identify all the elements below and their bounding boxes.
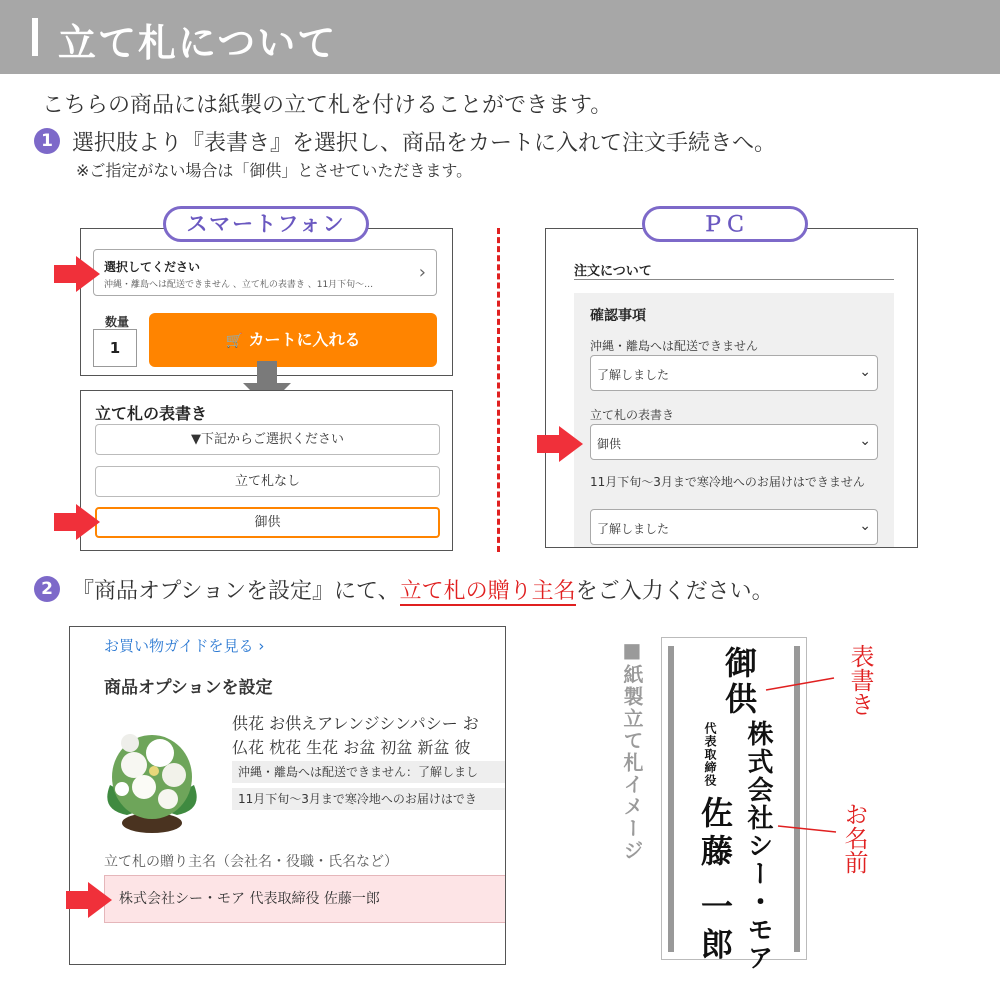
chevron-down-icon: ⌄ (859, 433, 871, 449)
variant-select[interactable] (93, 249, 437, 296)
option-panel-title: 商品オプションを設定 (104, 678, 273, 698)
pc-section-rule (574, 279, 894, 280)
chevron-right-icon: › (258, 637, 265, 655)
tatefuda-omote: 御供 (720, 646, 758, 718)
pc-select-2[interactable] (590, 424, 878, 460)
option-tag-2: 11月下旬〜3月まで寒冷地へのお届けはでき (232, 788, 506, 810)
step-1-badge: 1 (34, 128, 60, 154)
step-2-text-after: をご入力ください。 (575, 579, 774, 604)
pc-select-3[interactable] (590, 509, 878, 545)
step-2-badge: 2 (34, 576, 60, 602)
intro-text: こちらの商品には紙製の立て札を付けることができます。 (42, 93, 613, 118)
add-to-cart-button[interactable] (149, 313, 437, 367)
annotation-omote: 表書き (846, 644, 874, 716)
tatefuda-side-label: ■紙製立て札イメージ (620, 638, 644, 862)
variant-select-title: 選択してください (104, 260, 201, 274)
variant-select-subtitle: 沖縄・離島へは配送できません 、立て札の表書き 、11月下旬〜… (104, 280, 374, 290)
sender-name-label: 立て札の贈り主名（会社名・役職・氏名など） (104, 854, 398, 870)
pc-select-2-value: 御供 (597, 437, 622, 451)
smartphone-panel-omote (80, 390, 453, 551)
option-panel (69, 626, 506, 965)
step-1-text: 選択肢より『表書き』を選択し、商品をカートに入れて注文手続きへ。 (72, 131, 777, 156)
pc-panel (545, 228, 918, 548)
step-2-text (72, 574, 774, 605)
product-name-line-2: 仏花 枕花 生花 お盆 初盆 新盆 彼 (232, 738, 471, 757)
quantity-label: 数量 (105, 315, 130, 329)
shopping-guide-link[interactable] (104, 635, 264, 656)
chevron-down-icon: ⌄ (859, 518, 871, 534)
red-arrow-icon (54, 504, 100, 540)
red-arrow-icon (54, 256, 100, 292)
column-divider (497, 228, 500, 552)
red-arrow-icon (66, 882, 112, 918)
product-name-line-1: 供花 お供えアレンジシンパシー お (232, 714, 479, 733)
pc-select-1-value: 了解しました (597, 368, 670, 382)
sender-name-input[interactable]: 株式会社シー・モア 代表取締役 佐藤一郎 (104, 875, 506, 923)
shopping-guide-link-label: お買い物ガイドを見る (104, 637, 254, 655)
quantity-input[interactable]: 1 (93, 329, 137, 367)
chevron-right-icon: › (418, 262, 426, 283)
pc-field-label-2: 立て札の表書き (590, 408, 675, 422)
annotation-name: お名前 (840, 802, 868, 874)
pc-field-label-3: 11月下旬〜3月まで寒冷地へのお届けはできません (590, 475, 865, 489)
step-1-note: ※ご指定がない場合は「御供」とさせていただきます。 (76, 161, 473, 180)
pc-confirm-box (574, 293, 894, 548)
omote-option-none[interactable]: 立て札なし (95, 466, 440, 497)
red-arrow-icon (537, 426, 583, 462)
tatefuda-left-rule (668, 646, 674, 952)
omote-option-gokyo[interactable]: 御供 (95, 507, 440, 538)
tatefuda-name: 佐藤 一郎 (696, 796, 734, 966)
header-accent-bar (32, 18, 38, 56)
page-title: 立て札について (58, 21, 338, 65)
pc-select-1[interactable] (590, 355, 878, 391)
step-2-highlight: 立て札の贈り主名 (399, 579, 576, 604)
pc-field-label-1: 沖縄・離島へは配送できません (590, 339, 759, 353)
step-2-text-before: 『商品オプションを設定』にて、 (72, 579, 400, 604)
section-header (0, 0, 1000, 74)
add-to-cart-label: カートに入れる (248, 330, 361, 349)
pc-label: ＰＣ (642, 206, 808, 242)
pc-confirm-title: 確認事項 (590, 308, 646, 324)
pc-select-3-value: 了解しました (597, 522, 670, 536)
tatefuda-job-title: 代表取締役 (703, 722, 717, 787)
annotation-lines (760, 670, 840, 840)
omote-option-placeholder[interactable]: ▼下記からご選択ください (95, 424, 440, 455)
omote-panel-title: 立て札の表書き (95, 404, 208, 423)
tatefuda-company: 株式会社シー・モア (743, 720, 773, 972)
smartphone-panel-cart (80, 228, 453, 376)
cart-icon: 🛒 (225, 333, 243, 349)
product-image (102, 715, 202, 833)
chevron-down-icon: ⌄ (859, 364, 871, 380)
smartphone-label: スマートフォン (163, 206, 369, 242)
pc-section-title: 注文について (574, 264, 652, 279)
option-tag-1: 沖縄・離島へは配送できません：了解しまし (232, 761, 506, 783)
